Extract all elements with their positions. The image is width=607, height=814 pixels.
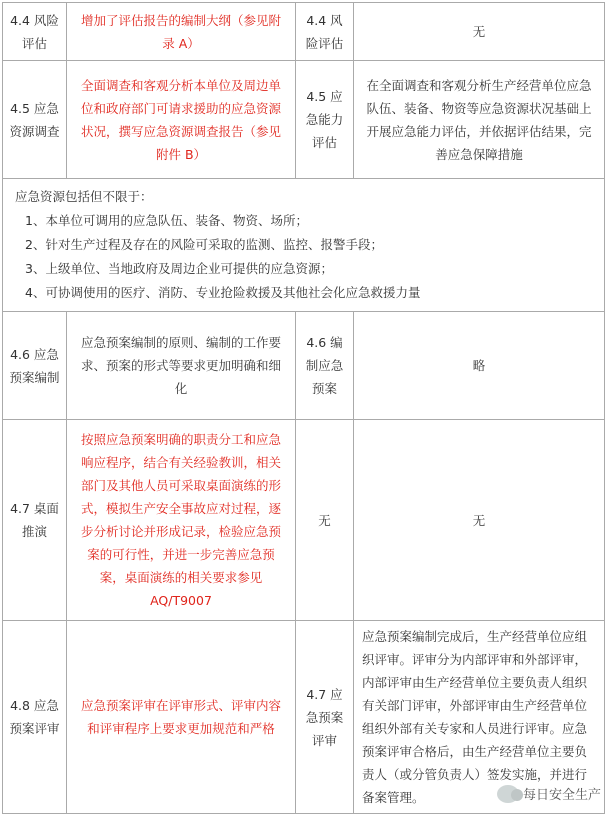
resource-note <box>3 179 605 312</box>
watermark <box>497 784 601 803</box>
row-content-left: 应急预案评审在评审形式、评审内容和评审程序上要求更加规范和严格 <box>67 621 296 814</box>
row-content-right: 无 <box>354 420 605 621</box>
table-row <box>3 61 605 179</box>
row-content-right: 应急预案编制完成后，生产经营单位应组织评审。评审分为内部评审和外部评审，内部评审由生产经营单位主要负责人组织有关部门评审，外部评审由生产经营单位组织外部有关专家和人员进行评审。应急预案评审合格后，由生产经营单位主要负责人（或分管负责人）签发实施，并进行备案管理。 <box>354 621 605 814</box>
note-row <box>3 179 605 312</box>
row-label-right: 4.4 风险评估 <box>296 3 354 61</box>
note-item: 1、本单位可调用的应急队伍、装备、物资、场所； <box>25 213 308 228</box>
row-content-left: 增加了评估报告的编制大纲（参见附录 A） <box>67 3 296 61</box>
row-content-left: 应急预案编制的原则、编制的工作要求、预案的形式等要求更加明确和细化 <box>67 312 296 420</box>
row-label-right: 无 <box>296 420 354 621</box>
note-item: 3、上级单位、当地政府及周边企业可提供的应急资源； <box>25 261 333 276</box>
row-label-left: 4.5 应急资源调查 <box>3 61 67 179</box>
row-content-left: 全面调查和客观分析本单位及周边单位和政府部门可请求援助的应急资源状况，撰写应急资源调查报告（参见附件 B） <box>67 61 296 179</box>
row-content-right: 在全面调查和客观分析生产经营单位应急队伍、装备、物资等应急资源状况基础上开展应急能力评估，并依据评估结果，完善应急保障措施 <box>354 61 605 179</box>
row-content-left: 按照应急预案明确的职责分工和应急响应程序，结合有关经验教训，相关部门及其他人员可采取桌面演练的形式，模拟生产安全事故应对过程，逐步分析讨论并形成记录，检验应急预案的可行性，并进一步完善应急预案，桌面演练的相关要求参见 AQ/T9007 <box>67 420 296 621</box>
row-label-right: 4.7 应急预案评审 <box>296 621 354 814</box>
row-label-left: 4.4 风险评估 <box>3 3 67 61</box>
row-content-right: 略 <box>354 312 605 420</box>
watermark-text: 每日安全生产 <box>522 788 601 803</box>
row-content-right: 无 <box>354 3 605 61</box>
table-row <box>3 312 605 420</box>
row-label-right: 4.6 编制应急预案 <box>296 312 354 420</box>
row-label-left: 4.6 应急预案编制 <box>3 312 67 420</box>
note-title: 应急资源包括但不限于： <box>15 189 153 204</box>
row-label-right: 4.5 应急能力评估 <box>296 61 354 179</box>
note-item: 2、针对生产过程及存在的风险可采取的监测、监控、报警手段； <box>25 237 383 252</box>
table-row <box>3 3 605 61</box>
note-item: 4、可协调使用的医疗、消防、专业抢险救援及其他社会化应急救援力量 <box>25 285 421 300</box>
row-label-left: 4.7 桌面推演 <box>3 420 67 621</box>
table-row <box>3 420 605 621</box>
row-label-left: 4.8 应急预案评审 <box>3 621 67 814</box>
comparison-table <box>2 2 605 814</box>
wechat-icon <box>497 785 519 803</box>
